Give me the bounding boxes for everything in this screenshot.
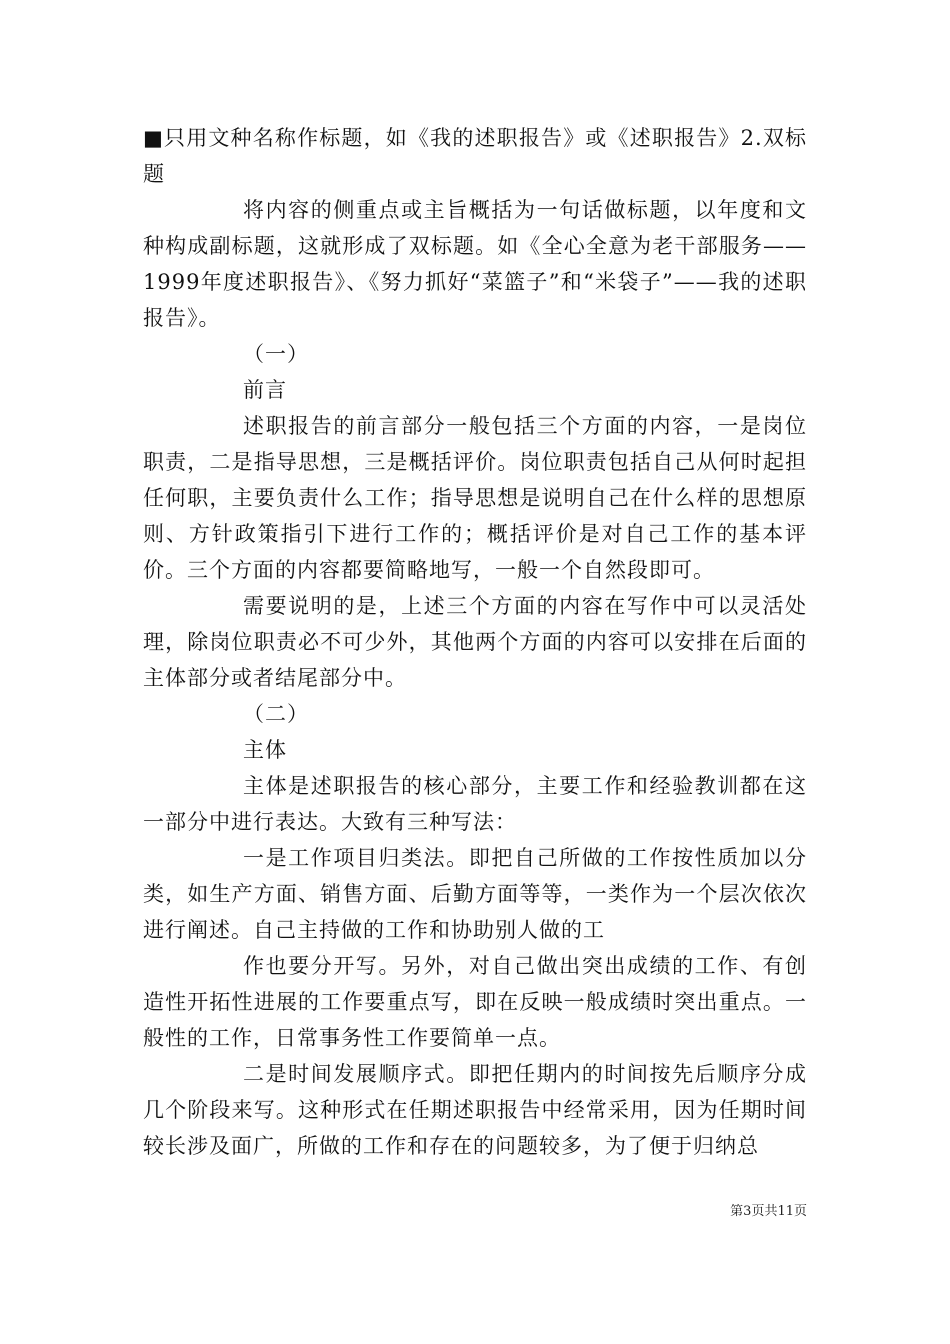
- page-number-footer: 第3页共11页: [730, 1204, 807, 1219]
- section-number-two: （二）: [243, 702, 309, 726]
- title-usage-paragraph: ■只用文种名称作标题，如《我的述职报告》或《述职报告》2.双标题: [143, 126, 807, 186]
- section-number-one: （一）: [243, 342, 309, 366]
- method-one-continued-paragraph: 作也要分开写。另外，对自己做出突出成绩的工作、有创造性开拓性进展的工作要重点写，即在反映一般成绩时突出重点。一般性的工作，日常事务性工作要简单一点。: [143, 954, 807, 1050]
- body-intro-paragraph: 主体是述职报告的核心部分，主要工作和经验教训都在这一部分中进行表达。大致有三种写法：: [143, 774, 807, 834]
- section-heading-preface: 前言: [243, 378, 287, 402]
- section-heading-body: 主体: [243, 738, 287, 762]
- preface-paragraph: 述职报告的前言部分一般包括三个方面的内容，一是岗位职责，二是指导思想，三是概括评价。岗位职责包括自己从何时起担任何职，主要负责什么工作；指导思想是说明自己在什么样的思想原则、方针政策指引下进行工作的；概括评价是对自己工作的基本评价。三个方面的内容都要简略地写，一般一个自然段即可。: [143, 414, 807, 582]
- method-two-paragraph: 二是时间发展顺序式。即把任期内的时间按先后顺序分成几个阶段来写。这种形式在任期述职报告中经常采用，因为任期时间较长涉及面广，所做的工作和存在的问题较多，为了便于归纳总: [143, 1062, 807, 1158]
- double-title-paragraph: 将内容的侧重点或主旨概括为一句话做标题，以年度和文种构成副标题，这就形成了双标题。如《全心全意为老干部服务——1999年度述职报告》、《努力抓好“菜篮子”和“米袋子”——我的述职报告》。: [143, 198, 807, 330]
- document-body: [143, 120, 807, 1164]
- method-one-paragraph: 一是工作项目归类法。即把自己所做的工作按性质加以分类，如生产方面、销售方面、后勤方面等等，一类作为一个层次依次进行阐述。自己主持做的工作和协助别人做的工: [143, 846, 807, 942]
- preface-note-paragraph: 需要说明的是，上述三个方面的内容在写作中可以灵活处理，除岗位职责必不可少外，其他两个方面的内容可以安排在后面的主体部分或者结尾部分中。: [143, 594, 807, 690]
